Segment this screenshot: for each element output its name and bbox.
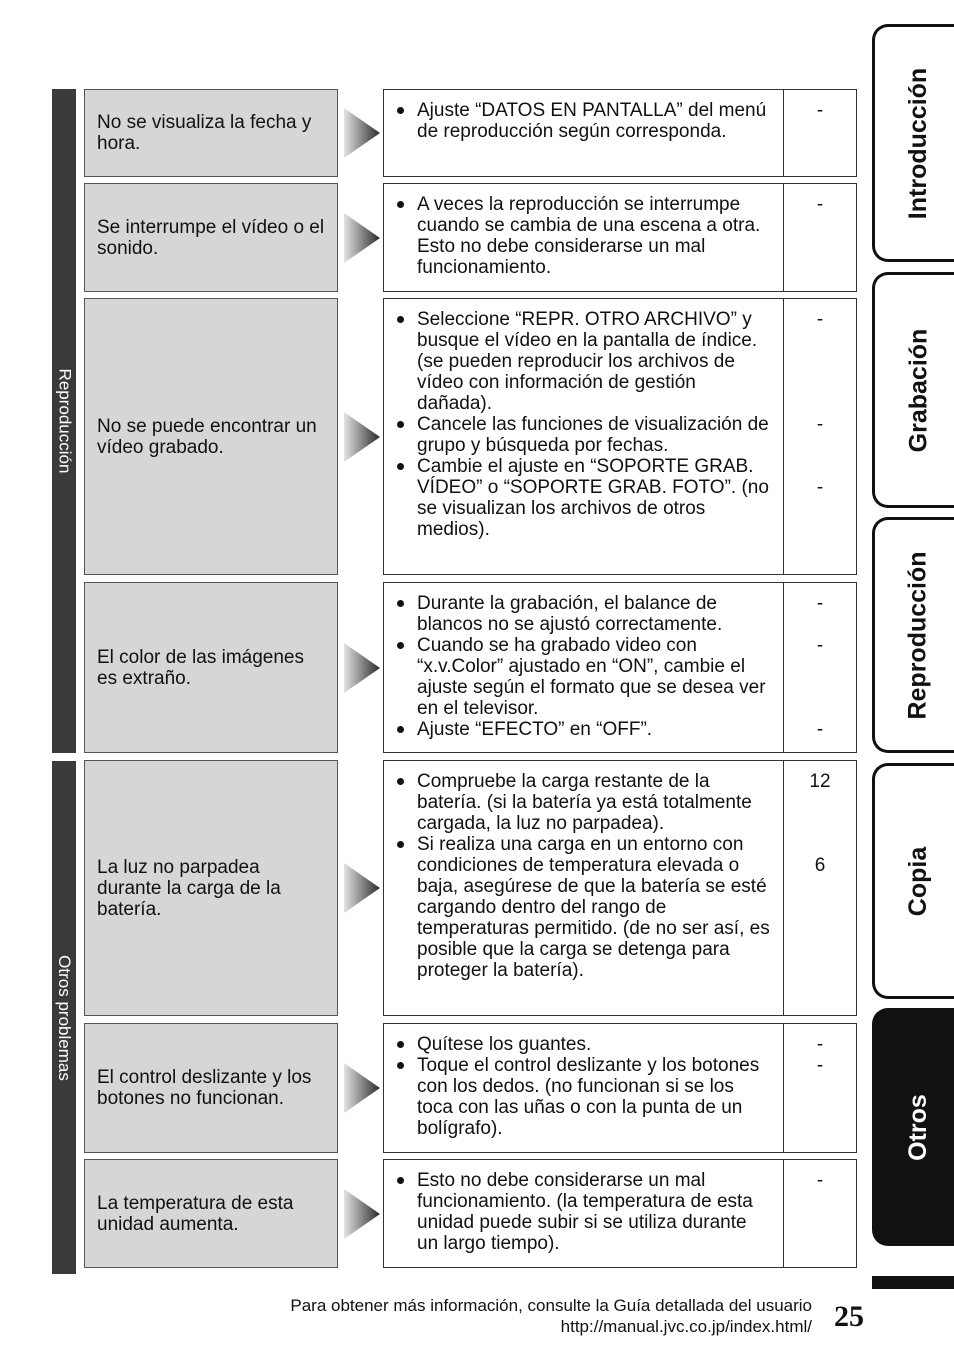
solution-item: Toque el control deslizante y los botones con los dedos. (no funcionan si se los toca con las uñas o con la punta de un bolígrafo). xyxy=(394,1055,772,1139)
solution-item: Seleccione “REPR. OTRO ARCHIVO” y busque el vídeo en la pantalla de índice. (se pueden reproducir los archivos de vídeo con información de gestión dañada). xyxy=(394,309,772,414)
solution-item: Ajuste “EFECTO” en “OFF”. xyxy=(394,719,772,740)
solution-list xyxy=(394,100,772,142)
page-reference: - xyxy=(816,1034,824,1055)
page-reference: - xyxy=(816,1055,824,1076)
column-divider xyxy=(783,299,784,574)
problem-text: La luz no parpadea durante la carga de la batería. xyxy=(97,856,281,920)
footer-info xyxy=(290,1295,812,1337)
arrow-right-icon xyxy=(344,863,380,913)
arrow-right-icon xyxy=(344,643,380,693)
problem-cell xyxy=(84,298,338,575)
section-bar-otros-problemas xyxy=(52,761,76,1274)
page-reference: - xyxy=(816,414,824,435)
tab-label: Introducción xyxy=(904,67,933,219)
arrow-right-icon xyxy=(344,412,380,462)
page-reference: - xyxy=(816,593,824,614)
problem-cell xyxy=(84,89,338,177)
problem-cell xyxy=(84,1023,338,1153)
section-label: Reproducción xyxy=(55,368,74,474)
problem-text: No se visualiza la fecha y hora. xyxy=(97,112,312,154)
arrow-right-icon xyxy=(344,1063,380,1113)
tab-label: Grabación xyxy=(904,328,932,452)
page-reference: - xyxy=(816,194,824,215)
solution-item: Durante la grabación, el balance de blancos no se ajustó correctamente. xyxy=(394,593,772,635)
tab-label: Otros xyxy=(904,1093,932,1161)
footer-bar xyxy=(872,1276,954,1289)
problem-text: Se interrumpe el vídeo o el sonido. xyxy=(97,216,325,259)
page-reference: 6 xyxy=(814,855,826,876)
page-number: 25 xyxy=(834,1300,864,1333)
solution-item: Esto no debe considerarse un mal funcionamiento. (la temperatura de esta unidad puede subir si se utiliza durante un largo tiempo). xyxy=(394,1170,772,1254)
solution-item: Ajuste “DATOS EN PANTALLA” del menú de reproducción según corresponda. xyxy=(394,100,772,142)
tab-otros[interactable] xyxy=(872,1008,954,1246)
page-reference: - xyxy=(816,635,824,656)
solution-cell xyxy=(383,1023,857,1153)
tab-copia[interactable] xyxy=(872,763,954,999)
problem-cell xyxy=(84,1159,338,1268)
solution-cell xyxy=(383,760,857,1016)
page-reference: - xyxy=(816,719,824,740)
solution-item: A veces la reproducción se interrumpe cuando se cambia de una escena a otra. Esto no debe considerarse un mal funcionamiento. xyxy=(394,194,772,278)
problem-cell xyxy=(84,582,338,753)
tab-reproduccion[interactable] xyxy=(872,517,954,753)
section-bar-reproduccion xyxy=(52,89,76,753)
tab-label: Copia xyxy=(903,846,932,916)
solution-cell xyxy=(383,298,857,575)
tab-grabacion[interactable] xyxy=(872,272,954,508)
problem-text: La temperatura de esta unidad aumenta. xyxy=(97,1192,294,1235)
arrow-right-icon xyxy=(344,108,380,158)
arrow-right-icon xyxy=(344,1189,380,1239)
solution-item: Cambie el ajuste en “SOPORTE GRAB. VÍDEO” o “SOPORTE GRAB. FOTO”. (no se visualizan los archivos de otros medios). xyxy=(394,456,772,540)
footer-url[interactable]: http://manual.jvc.co.jp/index.html/ xyxy=(560,1317,812,1336)
problem-text: No se puede encontrar un vídeo grabado. xyxy=(97,415,317,458)
problem-text: El control deslizante y los botones no funcionan. xyxy=(97,1067,312,1109)
solution-item: Cuando se ha grabado video con “x.v.Color” ajustado en “ON”, cambie el ajuste según el formato que se desea ver en el televisor. xyxy=(394,635,772,719)
solution-cell xyxy=(383,1159,857,1268)
page-reference: - xyxy=(816,1170,824,1191)
solution-cell xyxy=(383,183,857,292)
tab-introduccion[interactable] xyxy=(872,24,954,262)
problem-cell xyxy=(84,760,338,1016)
tab-label: Reproducción xyxy=(904,550,933,720)
solution-item: Compruebe la carga restante de la batería. (si la batería ya está totalmente cargada, la luz no parpadea). xyxy=(394,771,772,834)
page-reference: 12 xyxy=(809,771,831,792)
problem-text: El color de las imágenes es extraño. xyxy=(97,646,304,689)
solution-list xyxy=(394,1170,772,1254)
column-divider xyxy=(783,761,784,1015)
page-reference: - xyxy=(816,100,824,121)
solution-item: Si realiza una carga en un entorno con condiciones de temperatura elevada o baja, asegúrese de que la batería se esté cargando dentro del rango de temperaturas permitido. (de no ser así, es posible que la carga se detenga para proteger la batería). xyxy=(394,834,772,981)
solution-list xyxy=(394,309,772,540)
solution-list xyxy=(394,771,772,981)
arrow-right-icon xyxy=(344,213,380,263)
page-reference: - xyxy=(816,309,824,330)
problem-cell xyxy=(84,183,338,292)
solution-list xyxy=(394,1034,772,1139)
page-reference: - xyxy=(816,477,824,498)
solution-item: Quítese los guantes. xyxy=(394,1034,772,1055)
solution-list xyxy=(394,194,772,278)
solution-cell xyxy=(383,582,857,753)
section-label: Otros problemas xyxy=(55,954,75,1081)
solution-list xyxy=(394,593,772,740)
solution-cell xyxy=(383,89,857,177)
solution-item: Cancele las funciones de visualización de grupo y búsqueda por fechas. xyxy=(394,414,772,456)
footer-line-1: Para obtener más información, consulte la Guía detallada del usuario xyxy=(290,1296,812,1315)
